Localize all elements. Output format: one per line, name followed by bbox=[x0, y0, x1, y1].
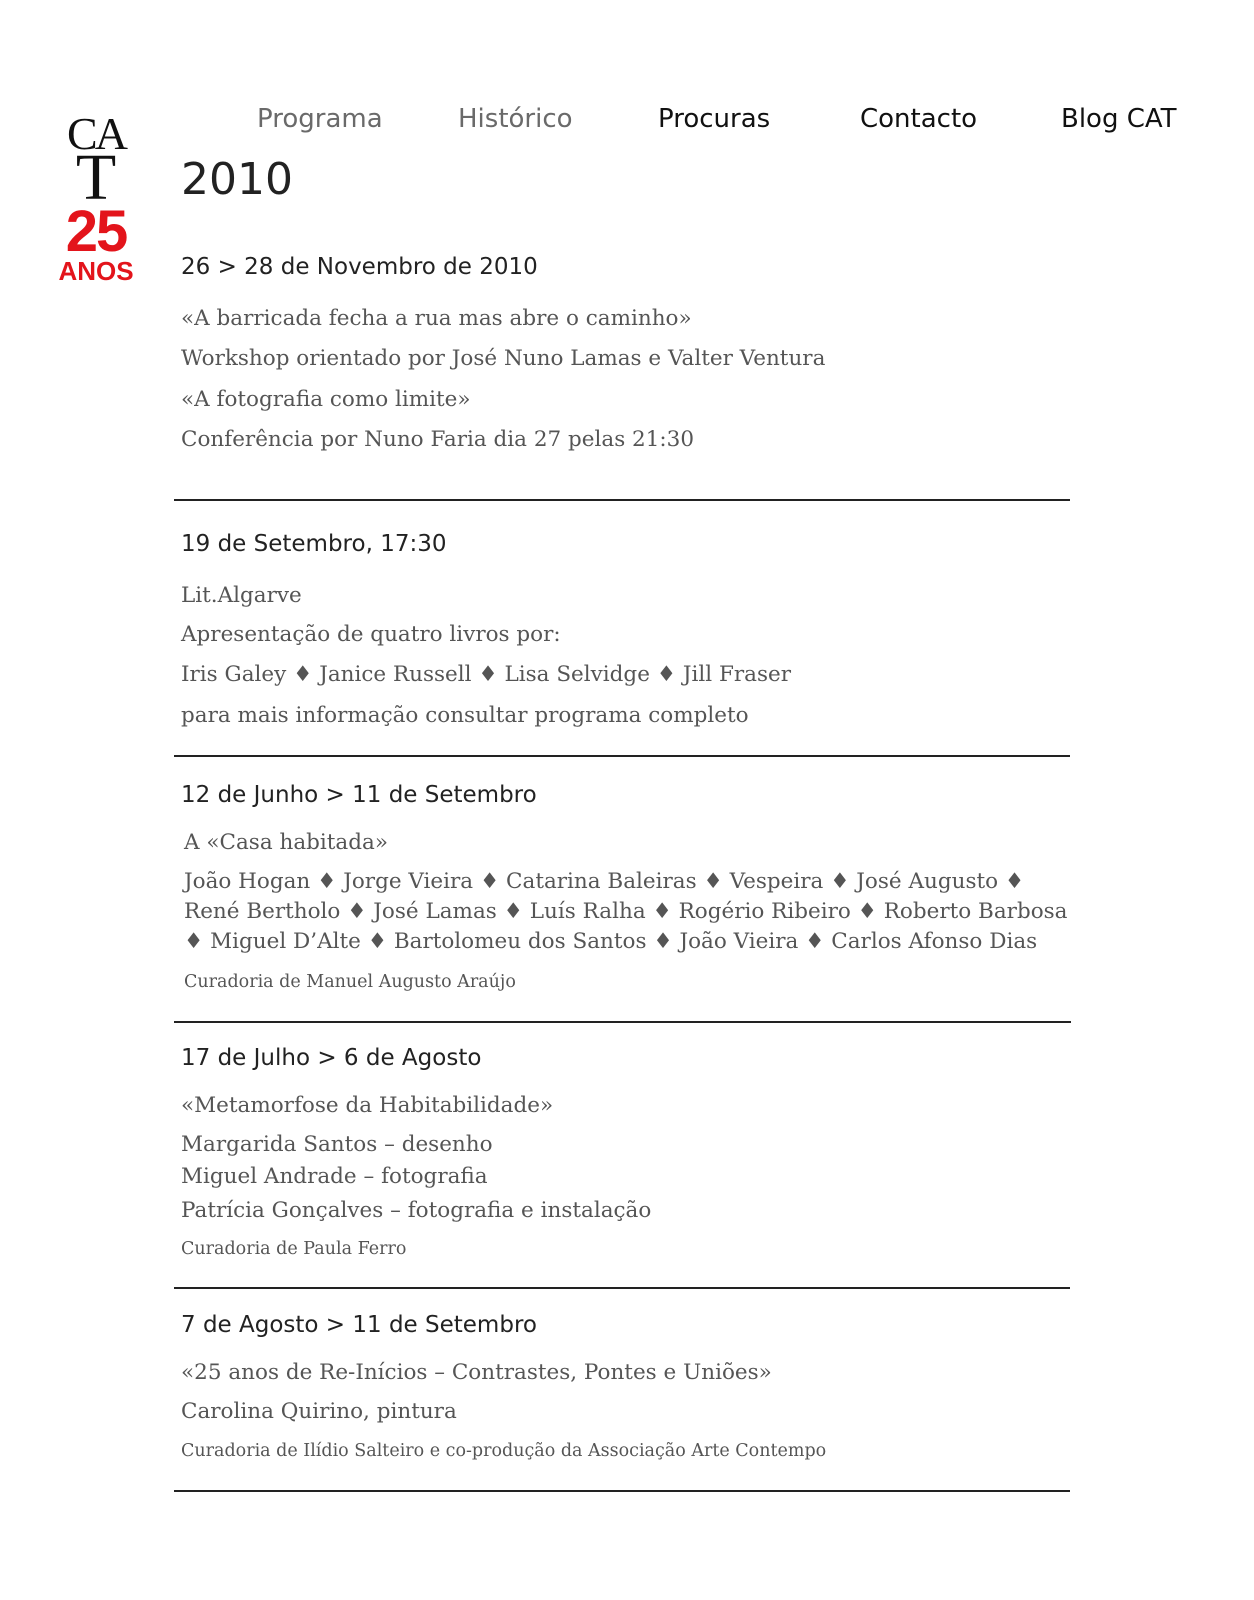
event-artists: ♦ Miguel D’Alte ♦ Bartolomeu dos Santos ♦ João Vieira ♦ Carlos Afonso Dias bbox=[184, 929, 1038, 954]
event-date: 17 de Julho > 6 de Agosto bbox=[181, 1045, 482, 1071]
event-curator: Curadoria de Ilídio Salteiro e co-produção da Associação Arte Contempo bbox=[181, 1441, 827, 1461]
event-artist: Patrícia Gonçalves – fotografia e instalação bbox=[181, 1198, 652, 1223]
event-curator: Curadoria de Paula Ferro bbox=[181, 1239, 407, 1259]
nav-link-procuras[interactable]: Procuras bbox=[658, 104, 771, 134]
event-title: «A fotografia como limite» bbox=[181, 387, 471, 412]
event-artists: Iris Galey ♦ Janice Russell ♦ Lisa Selvidge ♦ Jill Fraser bbox=[181, 662, 791, 687]
event-title: «25 anos de Re-Inícios – Contrastes, Pontes e Uniões» bbox=[181, 1360, 772, 1385]
event-artists: René Bertholo ♦ José Lamas ♦ Luís Ralha ♦ Rogério Ribeiro ♦ Roberto Barbosa bbox=[184, 899, 1068, 924]
event-date: 7 de Agosto > 11 de Setembro bbox=[181, 1312, 537, 1338]
event-artist: Margarida Santos – desenho bbox=[181, 1132, 493, 1157]
nav-link-historico[interactable]: Histórico bbox=[458, 104, 573, 134]
logo-25-text: 25 bbox=[65, 199, 127, 264]
event-artist: Carolina Quirino, pintura bbox=[181, 1399, 457, 1424]
event-artist: Miguel Andrade – fotografia bbox=[181, 1164, 488, 1189]
event-divider bbox=[174, 1287, 1070, 1289]
page-title: 2010 bbox=[181, 154, 293, 205]
nav-link-programa[interactable]: Programa bbox=[257, 104, 383, 134]
event-detail: Workshop orientado por José Nuno Lamas e Valter Ventura bbox=[181, 346, 826, 371]
event-detail: para mais informação consultar programa completo bbox=[181, 703, 749, 728]
logo-ca-text: CA bbox=[67, 108, 125, 159]
event-date: 12 de Junho > 11 de Setembro bbox=[181, 782, 537, 808]
event-title: «A barricada fecha a rua mas abre o caminho» bbox=[181, 306, 692, 331]
logo-anos-text: ANOS bbox=[58, 256, 134, 286]
nav-link-contacto[interactable]: Contacto bbox=[860, 104, 978, 134]
event-detail: Apresentação de quatro livros por: bbox=[181, 622, 561, 647]
event-title: A «Casa habitada» bbox=[184, 830, 388, 855]
event-date: 19 de Setembro, 17:30 bbox=[181, 531, 447, 557]
event-curator: Curadoria de Manuel Augusto Araújo bbox=[184, 972, 516, 992]
event-date: 26 > 28 de Novembro de 2010 bbox=[181, 254, 538, 280]
event-title: Lit.Algarve bbox=[181, 583, 302, 608]
event-divider bbox=[174, 1021, 1071, 1023]
event-divider bbox=[174, 1490, 1070, 1492]
event-artists: João Hogan ♦ Jorge Vieira ♦ Catarina Baleiras ♦ Vespeira ♦ José Augusto ♦ bbox=[184, 869, 1025, 894]
nav-link-blog-cat[interactable]: Blog CAT bbox=[1061, 104, 1177, 134]
event-divider bbox=[174, 755, 1070, 757]
event-title: «Metamorfose da Habitabilidade» bbox=[181, 1093, 554, 1118]
event-divider bbox=[174, 499, 1070, 501]
logo-t-text: T bbox=[75, 141, 117, 214]
main-nav bbox=[0, 104, 1254, 144]
event-detail: Conferência por Nuno Faria dia 27 pelas 21:30 bbox=[181, 427, 695, 452]
